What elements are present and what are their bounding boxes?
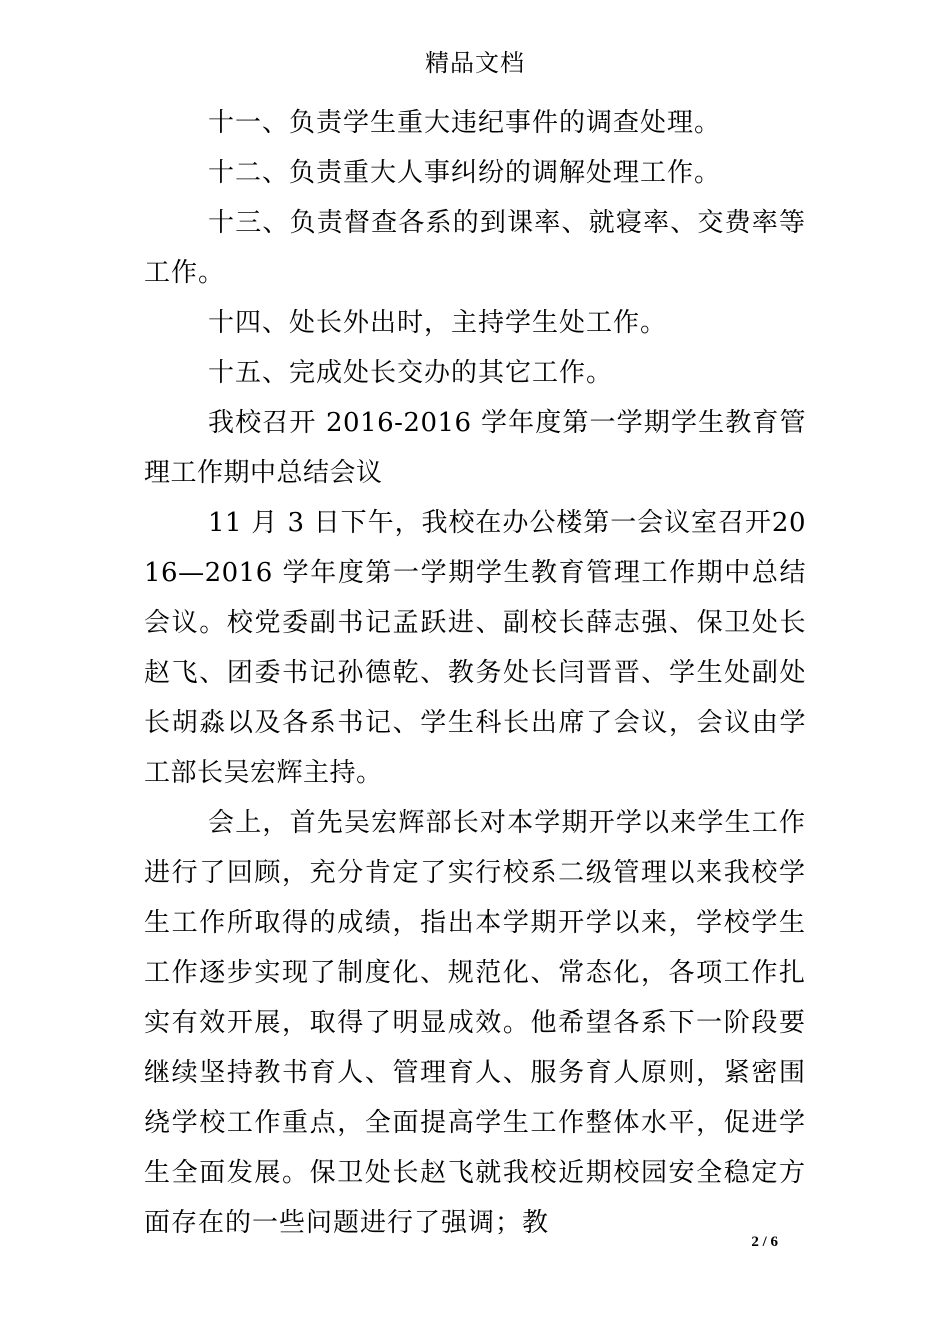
document-body bbox=[144, 98, 806, 1248]
paragraph-item-15: 十五、完成处长交办的其它工作。 bbox=[208, 358, 614, 388]
article-heading: 我校召开 2016-2016 学年度第一学期学生教育管理工作期中总结会议 bbox=[144, 408, 806, 488]
paragraph-item-11: 十一、负责学生重大违纪事件的调查处理。 bbox=[208, 108, 722, 138]
page-header-title: 精品文档 bbox=[425, 49, 525, 77]
paragraph-item-13: 十三、负责督查各系的到课率、就寝率、交费率等工作。 bbox=[144, 208, 806, 288]
paragraph-item-12: 十二、负责重大人事纠纷的调解处理工作。 bbox=[208, 158, 722, 188]
article-paragraph-review: 会上，首先吴宏辉部长对本学期开学以来学生工作进行了回顾，充分肯定了实行校系二级管理以来我校学生工作所取得的成绩，指出本学期开学以来，学校学生工作逐步实现了制度化、规范化、常态化，各项工作扎实有效开展，取得了明显成效。他希望各系下一阶段要继续坚持教书育人、管理育人、服务育人原则，紧密围绕学校工作重点，全面提高学生工作整体水平，促进学生全面发展。保卫处长赵飞就我校近期校园安全稳定方面存在的一些问题进行了强调；教 bbox=[144, 808, 806, 1238]
page-number: 2 / 6 bbox=[751, 1234, 778, 1250]
article-paragraph-meeting: 11 月 3 日下午，我校在办公楼第一会议室召开2016—2016 学年度第一学期学生教育管理工作期中总结会议。校党委副书记孟跃进、副校长薛志强、保卫处长赵飞、团委书记孙德乾、教务处长闫晋晋、学生处副处长胡淼以及各系书记、学生科长出席了会议，会议由学工部长吴宏辉主持。 bbox=[144, 508, 806, 788]
paragraph-item-14: 十四、处长外出时，主持学生处工作。 bbox=[208, 308, 668, 338]
